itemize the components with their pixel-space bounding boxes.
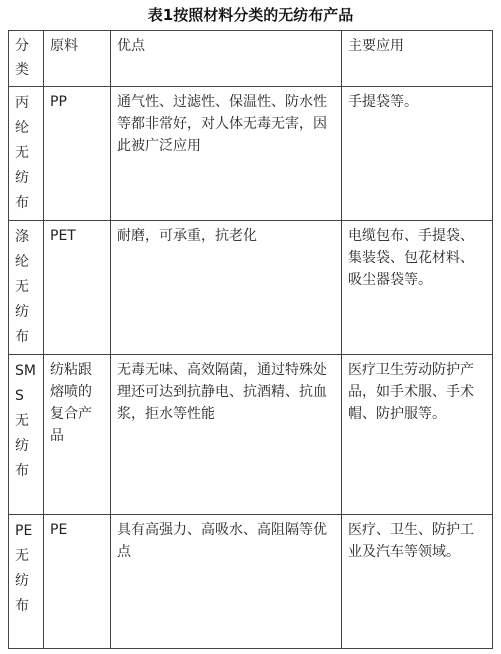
row-applications: 手提袋等。 [342,87,493,221]
table-row [9,221,493,355]
row-category: 丙纶无纺布 [9,87,44,221]
row-material: PET [44,221,111,355]
row-category: 涤纶无纺布 [9,221,44,355]
header-row [9,31,493,87]
row-advantages: 无毒无味、高效隔菌，通过特殊处理还可达到抗静电、抗酒精、抗血浆，拒水等性能 [111,355,342,515]
product-table [8,30,493,649]
row-category: PE无纺布 [9,515,44,649]
row-material: PE [44,515,111,649]
row-advantages: 耐磨，可承重，抗老化 [111,221,342,355]
table-row [9,515,493,649]
table-caption: 表1按照材料分类的无纺布产品 [147,6,354,24]
table-row [9,355,493,515]
row-category: SMS无纺布 [9,355,44,515]
row-material: 纺粘跟熔喷的复合产品 [44,355,111,515]
header-applications: 主要应用 [342,31,493,87]
row-applications: 医疗、卫生、防护工业及汽车等领域。 [342,515,493,649]
row-advantages: 通气性、过滤性、保温性、防水性等都非常好，对人体无毒无害，因此被广泛应用 [111,87,342,221]
row-applications: 电缆包布、手提袋、集装袋、包花材料、吸尘器袋等。 [342,221,493,355]
header-material: 原料 [44,31,111,87]
table-row [9,87,493,221]
row-advantages: 具有高强力、高吸水、高阻隔等优点 [111,515,342,649]
header-category: 分类 [9,31,44,87]
row-material: PP [44,87,111,221]
row-applications: 医疗卫生劳动防护产品，如手术服、手术帽、防护服等。 [342,355,493,515]
header-advantages: 优点 [111,31,342,87]
